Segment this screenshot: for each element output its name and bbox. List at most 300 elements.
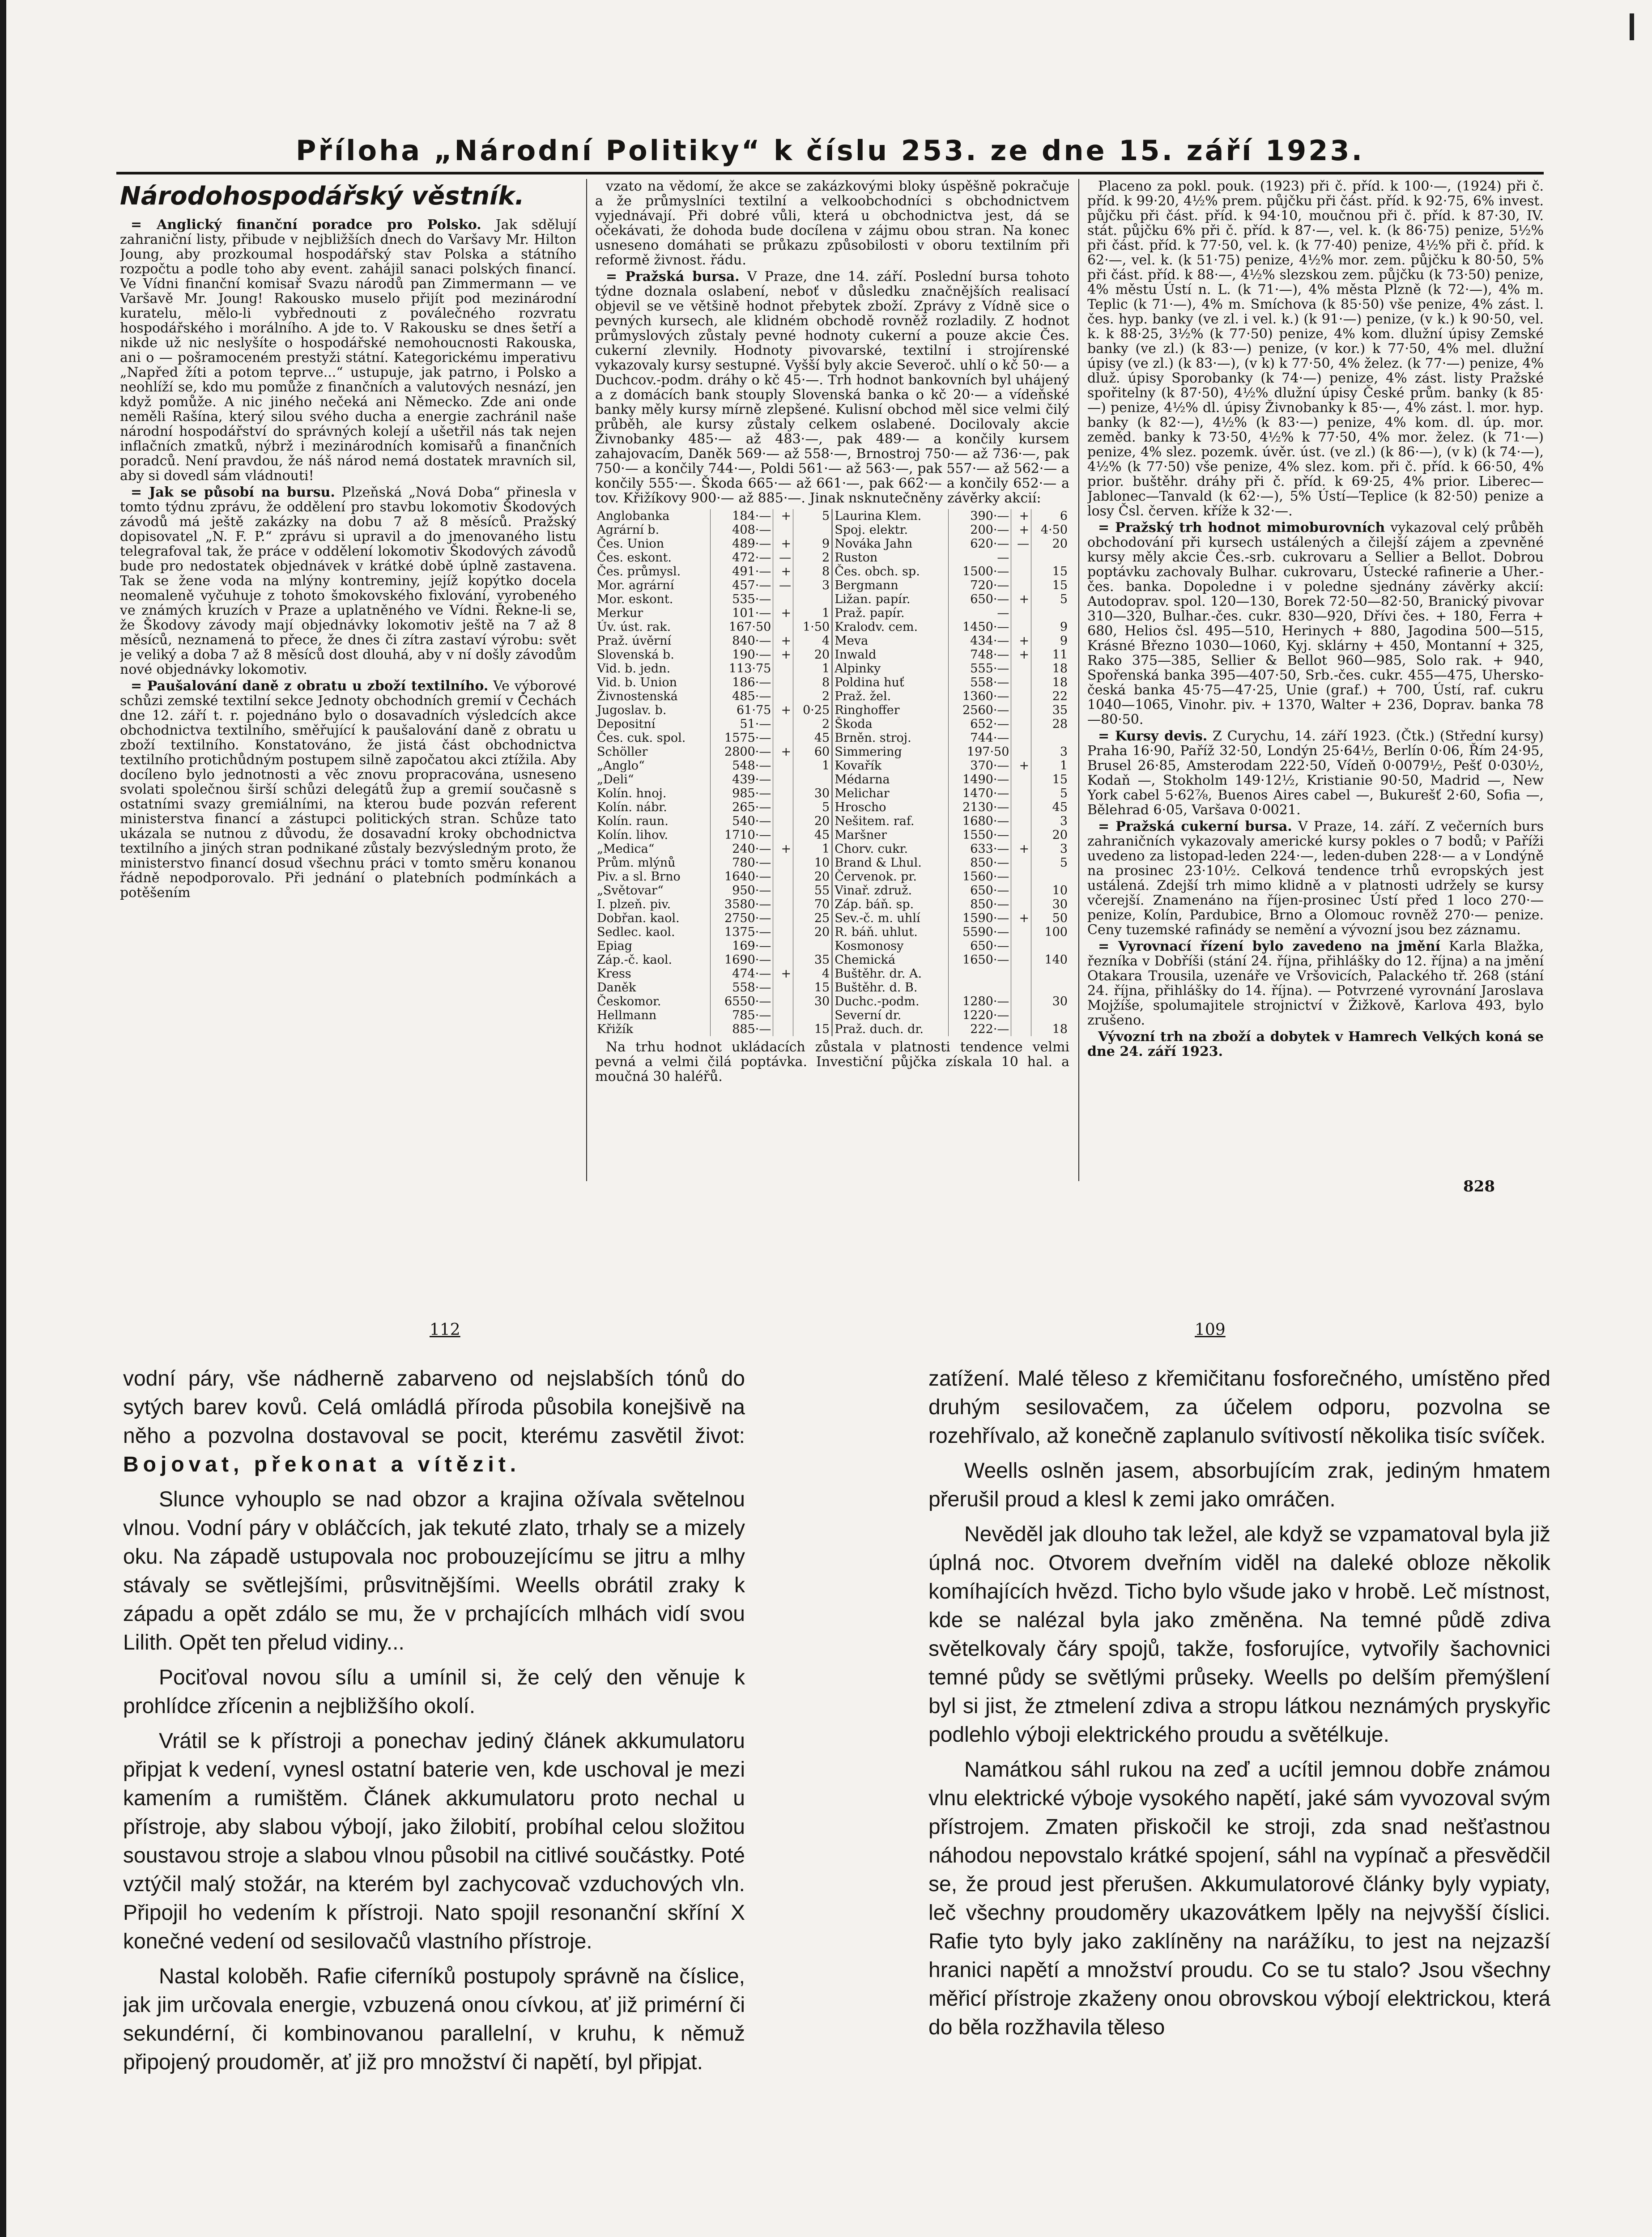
table-row [595, 773, 1069, 787]
table-cell: 985·— [710, 787, 773, 800]
table-cell: 15 [1031, 565, 1069, 578]
table-cell: 535·— [710, 592, 773, 606]
table-cell [773, 939, 793, 953]
table-cell: 780·— [710, 856, 773, 870]
table-cell: 25 [793, 911, 832, 925]
table-cell [773, 717, 793, 731]
table-cell: Prům. mlýnů [597, 856, 676, 870]
table-cell: Schöller [597, 745, 648, 759]
table-cell [1011, 787, 1031, 800]
article-heading: = Pražský trh hodnot mimoburovních [1098, 520, 1385, 536]
column-markets [1087, 179, 1544, 1190]
table-cell [1031, 870, 1069, 884]
book-paragraph: Nastal koloběh. Rafie ciferníků postupoly správně na číslice, jak jim určovala energie, vzbuzená onou cívkou, ať již primérní či sekundérní, či kombinovanou parallelní, v kruhu, k němuž připojený proudoměr, ať již pro množství či napětí, byl připjat. [123, 1965, 745, 2074]
table-cell: 1590·— [948, 911, 1011, 925]
table-cell [1011, 870, 1031, 884]
table-cell [773, 787, 793, 800]
table-cell: 60 [793, 745, 832, 759]
table-cell: 22 [1031, 689, 1069, 703]
table-cell: 15 [1031, 773, 1069, 787]
table-cell: 1 [793, 759, 832, 773]
table-cell: + [773, 565, 793, 578]
table-cell: 1·50 [793, 620, 832, 634]
table-cell: 50 [1031, 911, 1069, 925]
table-cell: 4 [793, 634, 832, 648]
table-cell: — [948, 606, 1011, 620]
table-row [595, 925, 1069, 939]
table-cell: 4·50 [1031, 523, 1069, 537]
table-cell: Sev.-č. m. uhlí [832, 911, 948, 925]
supplement-page-number: 828 [1463, 1178, 1495, 1195]
table-cell: 1 [1031, 759, 1069, 773]
table-cell [773, 523, 793, 537]
article-heading: = Vyrovnací řízení bylo zavedeno na jmění [1098, 939, 1441, 954]
article-heading: = Anglický finanční poradce pro Polsko. [131, 217, 481, 233]
table-cell [793, 523, 832, 537]
table-cell [773, 925, 793, 939]
table-row [595, 828, 1069, 842]
table-cell: + [1011, 523, 1031, 537]
table-cell: Jugoslav. b. [597, 703, 667, 717]
table-cell [773, 870, 793, 884]
table-cell: 439·— [710, 773, 773, 787]
table-cell: Českomor. [597, 995, 661, 1008]
table-cell: — [773, 578, 793, 592]
table-cell: Simmering [832, 745, 948, 759]
article-text: Karla Blažka, řezníka v Dobříši (stání 24. října, přihlášky do 12. října) a na jmění Otakara Trousila, uzenáře ve Vršovicích, Palackého tř. 268 (stání 24. října, přihlášky do 14. října). — Potvrzené vyrovnání Jaroslava Mojžíše, spolumajitele strojnictví v Žižkově, Karlova 493, bylo zrušeno. [1087, 939, 1544, 1028]
table-cell: 35 [1031, 703, 1069, 717]
table-cell [793, 592, 832, 606]
table-cell: Mor. agrární [597, 578, 674, 592]
section-title: Národohospodářský věstník. [120, 182, 524, 211]
table-cell: 186·— [710, 676, 773, 689]
table-cell: Alpinky [832, 662, 948, 676]
table-cell: 5 [793, 800, 832, 814]
table-cell: 840·— [710, 634, 773, 648]
table-cell: 222·— [948, 1022, 1011, 1036]
table-cell: Chorv. cukr. [832, 842, 948, 856]
table-cell: Čes. Union [597, 537, 664, 551]
table-cell [773, 981, 793, 995]
table-cell: 265·— [710, 800, 773, 814]
article-text: V Praze, dne 14. září. Poslední bursa tohoto týdne doznala oslabení, neboť v důsledku značnějších realisací objevil se ve většině hodnot přebytek zboží. Zprávy z Vídně sice o pevných kursech, ale klidném obchodě rovněž rozladily. Z hodnot průmyslových zůstaly pevné hodnoty cukerní a pouze akcie Čes. cukerní zlevnily. Hodnoty pivovarské, textilní i strojírenské vykazovaly kursy sestupné. Vyšší byly akcie Severoč. uhlí o kč 50·— a Duchcov.-podm. dráhy o kč 45·—. Trh hodnot bankovních byl uhájený a z domácích bank stouply Slovenská banka o kč 20·— a vídeňské banky měly kursy mírně zlepšené. Kulisní obchod měl sice velmi čilý průběh, ale kursy zůstaly celkem oslabené. Docilovaly akcie Živnobanky 485·— až 483·—, pak 489·— a končily kursem zahajovacím, Daněk 569·— až 558·—, Brnostroj 750·— až 736·—, pak 750·— a končily 744·—, Poldi 561·— až 563·—, pak 557·— až 562·— a končily 555·—. Škoda 665·— až 661·—, pak 662·— a končily 652·— a tov. Křižíkovy 900·— až 885·—. Jinak nsknutečněny závěrky akcií: [595, 269, 1069, 506]
table-cell: Praž. úvěrní [597, 634, 672, 648]
table-row [595, 800, 1069, 814]
book-paragraph: Pociťoval novou sílu a umínil si, že celý den věnuje k prohlídce zřícenin a nejbližšího okolí. [123, 1666, 745, 1718]
table-cell: 1360·— [948, 689, 1011, 703]
table-row [595, 995, 1069, 1008]
table-cell: 1375·— [710, 925, 773, 939]
table-cell: Čes. cuk. spol. [597, 731, 686, 745]
table-cell [1011, 731, 1031, 745]
table-cell: 540·— [710, 814, 773, 828]
table-cell: Duchc.-podm. [832, 995, 948, 1008]
table-cell: + [1011, 634, 1031, 648]
table-cell: 9 [1031, 634, 1069, 648]
table-cell [1011, 995, 1031, 1008]
table-cell: Hroscho [832, 800, 948, 814]
table-cell: Meva [832, 634, 948, 648]
table-cell: 744·— [948, 731, 1011, 745]
book-paragraph: Vrátil se k přístroji a ponechav jediný článek akkumulatoru připjat k vedení, vynesl ostatní baterie ven, kde uschoval je mezi kamením a rumištěm. Článek akkumulatoru proto nechal u přístroje, aby slabou výbojí, jako žilobití, probíhal celou složitou soustavou stroje a slabou vlnou působil na citlivé součástky. Poté vztýčil malý stožár, na kterém byl zachycovač vzduchových vln. Připojil ho vedením k přístroji. Nato spojil resonanční skříní X konečné vedení od sesilovačů vlastního přístroje. [123, 1729, 745, 1953]
article-heading: = Pražská cukerní bursa. [1098, 819, 1292, 834]
table-cell: 1 [793, 842, 832, 856]
table-cell: Agrární b. [597, 523, 660, 537]
table-cell: + [773, 842, 793, 856]
table-cell: 0·25 [793, 703, 832, 717]
table-cell: Kolín. raun. [597, 814, 668, 828]
table-cell: 35 [793, 953, 832, 967]
table-cell: 1280·— [948, 995, 1011, 1008]
table-cell: 850·— [948, 897, 1011, 911]
table-cell: Čes. obch. sp. [832, 565, 948, 578]
table-cell: 11 [1031, 648, 1069, 662]
article-text: Na trhu hodnot ukládacích zůstala v platnosti tendence velmi pevná a velmi čilá poptávka. Investiční půjčka získala 10 hal. a moučná 30 haléřů. [595, 1039, 1069, 1084]
table-cell [773, 856, 793, 870]
book-page-right [928, 1365, 1550, 2237]
table-cell: + [773, 509, 793, 523]
table-cell: 390·— [948, 509, 1011, 523]
table-cell: 20 [793, 925, 832, 939]
article-heading: = Kursy devis. [1098, 728, 1208, 744]
book-paragraph: vodní páry, vše nádherně zabarveno od nejslabších tónů do sytých barev kovů. Celá omládlá příroda působila konejšivě na něho a pozvolna dostavoval se pocit, kterému zasvětil život: [123, 1367, 745, 1448]
table-row [595, 620, 1069, 634]
table-cell: Škoda [832, 717, 948, 731]
table-cell: Sedlec. kaol. [597, 925, 675, 939]
book-paragraph: Weells oslněn jasem, absorbujícím zrak, jediným hmatem přerušil proud a klesl k zemi jako omráčen. [928, 1459, 1550, 1511]
table-cell: 30 [1031, 897, 1069, 911]
article-heading: = Jak se působí na bursu. [131, 485, 335, 500]
table-cell [1011, 620, 1031, 634]
table-cell: 650·— [948, 939, 1011, 953]
table-cell [773, 689, 793, 703]
table-cell: 3 [1031, 842, 1069, 856]
table-cell: 850·— [948, 856, 1011, 870]
table-cell: 3 [793, 578, 832, 592]
table-cell [1031, 939, 1069, 953]
table-cell: Brand & Lhul. [832, 856, 948, 870]
table-cell: Praž. žel. [832, 689, 948, 703]
table-cell: 2750·— [710, 911, 773, 925]
table-cell: 10 [793, 856, 832, 870]
table-cell: + [773, 537, 793, 551]
table-cell [793, 1008, 832, 1022]
table-cell: 8 [793, 565, 832, 578]
table-cell: Čes. průmysl. [597, 565, 681, 578]
article-heading: = Paušalování daně z obratu u zboží textilního. [131, 678, 489, 694]
article-text: Plzeňská „Nová Doba“ přinesla v tomto týdnu zprávu, že oddělení pro stavbu lokomotiv Škodových závodů má ještě zakázky na dobu 7 až 8 měsíců. Pražský dopisovatel „N. F. P.“ zprávu si upravil a do jmenovaného listu telegrafoval tak, že práce v oddělení lokomotiv Škodových závodů bude pro nedostatek objednávek v krátké době úplně zastavena. Tak se žene voda na mlýny kontreminy, jejíž kopýtko docela neomaleně vyčuhuje z tohoto šmokovského fixlování, vyrobeného ve známých kruzích v Praze a uplatněného ve Vídni. Řekne-li se, že Škodovy závody mají objednávky lokomotiv ještě na 7 až 8 měsíců, neznamená to přece, že dnes či zítra zastaví výrobu: svět je veliký a doba 7 až 8 měsíců dost dlouhá, aby v ní došly závodům nové objednávky lokomotiv. [120, 485, 576, 677]
table-cell: Červenok. pr. [832, 870, 948, 884]
table-cell: „Deli“ [597, 773, 634, 787]
table-cell [773, 911, 793, 925]
scan-mark [1630, 13, 1634, 40]
table-cell: 1220·— [948, 1008, 1011, 1022]
table-cell [1031, 1008, 1069, 1022]
table-cell: 4 [793, 967, 832, 981]
table-cell: 1450·— [948, 620, 1011, 634]
table-row [595, 759, 1069, 773]
table-cell: Médarna [832, 773, 948, 787]
table-cell [773, 953, 793, 967]
table-cell: + [773, 634, 793, 648]
table-cell [773, 897, 793, 911]
article-text: Jak sdělují zahraniční listy, přibude v nejbližších dnech do Varšavy Mr. Hilton Joung, aby prozkoumal hospodářský stav Polska a státního rozpočtu a podle toho aby event. zahájil sanaci polských financí. Ve Vídni finanční komisař Svazu národů pan Zimmermann — ve Varšavě Mr. Joung! Rakousko muselo přijít pod mezinárodní kuratelu, mělo-li vybřednouti z poválečného rozvratu hospodářského i morálního. A jde to. V Rakousku se dnes šetří a nikde už nic neslyšíte o hospodářské nemohoucnosti Rakouska, ani o — pošramoceném prestyži státní. Kategorickému imperativu „Napřed žíti a potom teprve...“ ustupuje, jak patrno, i Polsko a neohlíží se, kdo mu pomůže z finančních a valutových nesnází, jen když pomůže. A nic jiného nečeká ani Německo. Zde ani onde neměli Rašína, který silou svého ducha a energie zachránil naše národní hospodářství do správných kolejí a ušetřil nás tak nejen inflačních zmatků, nýbrž i mezinárodních komisařů a finančních poradců. Není pravdou, že náš národ nemá dostatek mravních sil, aby si dovedl sám vládnouti! [120, 217, 576, 484]
table-cell: — [948, 551, 1011, 565]
table-row [595, 745, 1069, 759]
table-cell [1011, 773, 1031, 787]
table-cell: 113·75 [710, 662, 773, 676]
book-emphasis: Bojovat, překonat a vítězit. [123, 1453, 521, 1476]
table-cell: Bergmann [832, 578, 948, 592]
table-cell: 240·— [710, 842, 773, 856]
table-cell: Nešitem. raf. [832, 814, 948, 828]
table-cell: Živnostenská [597, 689, 678, 703]
table-cell: Ližan. papír. [832, 592, 948, 606]
table-cell [773, 731, 793, 745]
table-cell: 457·— [710, 578, 773, 592]
table-row [595, 884, 1069, 897]
table-cell: 101·— [710, 606, 773, 620]
table-cell: „Světovar“ [597, 884, 664, 897]
table-cell: Křižík [597, 1022, 633, 1036]
table-cell: 489·— [710, 537, 773, 551]
table-cell: 652·— [948, 717, 1011, 731]
table-cell [1011, 676, 1031, 689]
table-cell: 9 [793, 537, 832, 551]
table-cell [773, 884, 793, 897]
table-row [595, 967, 1069, 981]
table-cell: 6550·— [710, 995, 773, 1008]
table-row [595, 689, 1069, 703]
table-row [595, 953, 1069, 967]
table-cell: 434·— [948, 634, 1011, 648]
article-text: Z Curychu, 14. září 1923. (Čtk.) (Střední kursy) Praha 16·90, Paříž 32·50, Londýn 25·64½, Berlín 0·06, Řím 24·95, Brusel 26·85, Amsterodam 222·50, Vídeň 0·0079½, Pešť 0·030½, Kodaň —, Stokholm 149·12½, Kristianie 90·50, Madrid —, New York cabel 5·62⅞, Buenos Aires cabel —, Bukurešť 2·60, Sofia —, Bělehrad 6·05, Varšava 0·0021. [1087, 728, 1544, 818]
table-row [595, 717, 1069, 731]
table-cell: 558·— [710, 981, 773, 995]
book-page-left [123, 1365, 745, 2237]
table-cell: + [773, 606, 793, 620]
table-cell: „Medica“ [597, 842, 655, 856]
book-page-number-right: 109 [1195, 1321, 1226, 1339]
table-cell: Poldina huť [832, 676, 948, 689]
table-cell: Čes. eskont. [597, 551, 672, 565]
table-cell [1031, 731, 1069, 745]
table-cell: 485·— [710, 689, 773, 703]
table-row [595, 662, 1069, 676]
table-cell: + [1011, 648, 1031, 662]
table-row [595, 703, 1069, 717]
table-cell: Záp. báň. sp. [832, 897, 948, 911]
table-cell: Úv. úst. rak. [597, 620, 671, 634]
table-cell: 2 [793, 717, 832, 731]
table-cell: Kovařík [832, 759, 948, 773]
table-row [595, 981, 1069, 995]
table-cell: 1575·— [710, 731, 773, 745]
table-row [595, 1008, 1069, 1022]
table-cell: 720·— [948, 578, 1011, 592]
table-cell: Buštěhr. dr. A. [832, 967, 948, 981]
table-row [595, 814, 1069, 828]
book-page-number-left: 112 [430, 1321, 460, 1339]
table-cell: Ringhoffer [832, 703, 948, 717]
table-cell [1031, 981, 1069, 995]
table-cell: 18 [1031, 676, 1069, 689]
table-cell [793, 773, 832, 787]
table-row [595, 648, 1069, 662]
scan-edge [0, 0, 6, 2237]
table-cell [1011, 953, 1031, 967]
table-cell: Anglobanka [597, 509, 670, 523]
table-cell: + [773, 745, 793, 759]
table-cell: 491·— [710, 565, 773, 578]
table-cell: Kolín. lihov. [597, 828, 668, 842]
table-row [595, 870, 1069, 884]
table-cell: + [1011, 509, 1031, 523]
table-cell: 197·50 [948, 745, 1011, 759]
table-cell [773, 828, 793, 842]
table-cell [1011, 662, 1031, 676]
table-cell: 20 [793, 814, 832, 828]
table-cell: 30 [793, 787, 832, 800]
book-paragraph: Namátkou sáhl rukou na zeď a ucítil jemnou dobře známou vlnu elektrické výboje vysokého napětí, jaké sám vyvozoval svým přístrojem. Zmaten přiskočil ke stroji, zda snad nešťastnou náhodou nepovstalo krátké spojení, sáhl na vypínač a přesvědčil se, že proud jest přerušen. Akkumulatorové články byly vypiaty, leč všechny proudoměry ukazovátkem lpěly na nejvyšší číslici. Rafie tyto byly jako zaklíněny na narážíku, to jest na nejzazší hranici napětí a množství proudu. Co se tu stalo? Jsou všechny měřicí přístroje zkaženy onou obrovskou výbojí elektrickou, která do běla rozžhavila těleso [928, 1758, 1550, 2039]
table-cell: + [1011, 911, 1031, 925]
table-cell: 1500·— [948, 565, 1011, 578]
table-row [595, 939, 1069, 953]
table-cell: 1 [793, 662, 832, 676]
table-cell: 620·— [948, 537, 1011, 551]
table-cell: Melichar [832, 787, 948, 800]
table-cell: 61·75 [710, 703, 773, 717]
table-cell [1011, 828, 1031, 842]
table-cell [1011, 1008, 1031, 1022]
table-cell: Spoj. elektr. [832, 523, 948, 537]
table-cell [773, 995, 793, 1008]
table-cell: 2800·— [710, 745, 773, 759]
table-cell: 1550·— [948, 828, 1011, 842]
table-cell [1011, 578, 1031, 592]
table-cell: 18 [1031, 1022, 1069, 1036]
table-cell: 20 [793, 648, 832, 662]
table-cell: Dobřan. kaol. [597, 911, 680, 925]
column-divider [586, 179, 587, 1181]
table-row [595, 551, 1069, 565]
table-cell: 184·— [710, 509, 773, 523]
table-cell [1031, 606, 1069, 620]
table-cell: 28 [1031, 717, 1069, 731]
table-cell: Hellmann [597, 1008, 657, 1022]
table-cell: Chemická [832, 953, 948, 967]
table-row [595, 731, 1069, 745]
table-cell: „Anglo“ [597, 759, 645, 773]
table-row [595, 565, 1069, 578]
column-economic-bulletin [120, 179, 576, 1190]
article-text: Placeno za pokl. pouk. (1923) při č. příd. k 100·—, (1924) při č. příd. k 99·20, 4½% prem. půjčku při část. příd. k 92·75, 6% invest. půjčku při část. příd. k 94·10, moučnou při č. příd. k 87·30, IV. stát. půjčku 6% při č. příd. k 87·—, vel. k. (k 86·75) penize, 5½% při část. příd. k 77·50, vel. k. (k 77·40) penize, 4½% při č. příd. k 62·—, vel. k. (k 51·75) penize, 4½% mor. zem. půjčku k 80·50, 5% při část. příd. k 88·—, 4½% slezskou zem. půjčku (k 73·50) penize, 4% městu Ústí n. L. (k 71·—), 4% města Plzně (k 72·—), 4% m. Teplic (k 71·—), 4% m. Smíchova (k 85·50) vše penize, 4% zást. l. čes. hyp. banky (ve zl. i vel. k.) (k 91·—) penize, (v k.) k 90·50, vel. k. k 88·25, 3½% (k 77·50) penize, 4% kom. dlužní úpisy Zemské banky (ve zl.) (k 83·—) penize, (v kor.) k 77·50, 4% mel. dlužní úpisy (ve zl.) (k 83·—), (v k) k 77·50, 4% želez. (k 77·—) penize, 4% dluž. úpisy Sporobanky (k 74·—) penize, 4% zást. listy Pražské spořitelny (k 87·50), 4½% dlužní úpisy České prům. banky (k 85·—) penize, 4½% dl. úpisy Živnobanky k 85·—, 4% zást. l. mor. hyp. banky (k 82·—), 4½% (k 83·—) penize, 4% kom. dl. úp. mor. zeměd. banky k 73·50, 4½% k 77·50, 4% mor. želez. (k 71·—) penize, 4% slez. pozemk. úvěr. úst. (ve zl.) (k 86·—), (v k) (k 74·—), 4½% (k 77·50) vše penize, 4% slez. kom. při č. příd. k 66·50, 4% prior. buštěhr. dráhy při č. příd. k 69·25, 4% prior. Liberec—Jablonec—Tanvald (k 62·—), 5% Ústí—Teplice (k 82·50) penize a losy Čsl. červen. kříže k 32·—. [1087, 179, 1544, 519]
article-text: Ve výborové schůzi zemské textilní sekce Jednoty obchodních gremií v Čechách dne 12. září t. r. pojednáno bylo o dosavadních výsledcích akce obchodnictva textilního, směřující k paušalování daně z obratu u zboží textilního. Konstatováno, že jistá část obchodnictva textilního protichůdným postupem silně započatou akci ztížila. Aby docíleno bylo jednotnosti a věc znovu propracována, usneseno svolati společnou širší schůzi delegátů žup a gremií současně s ostatními svazy gremiálními, na kterou bude pozván referent ministerstva financí a zástupci politických stran. Schůze tato ukázala se nutnou z důvodu, že dosavadní kroky obchodnictva textilního a jiných stran podnikané zůstaly bezvýsledným proto, že ministerstvo financí dosud všechnu práci v tomto směru konanou řádně nepodporovalo. Při jednání o platebních podmínkách a potěšením [120, 678, 576, 901]
supplement-title: Příloha „Národní Politiky“ k číslu 253. ze dne 15. září 1923. [295, 134, 1365, 167]
table-cell: 548·— [710, 759, 773, 773]
column-bourse [595, 179, 1069, 1190]
table-cell: 6 [1031, 509, 1069, 523]
table-cell: Vid. b. jedn. [597, 662, 671, 676]
table-cell: 885·— [710, 1022, 773, 1036]
table-row [595, 676, 1069, 689]
table-cell: 190·— [710, 648, 773, 662]
table-cell: 472·— [710, 551, 773, 565]
table-cell: 3580·— [710, 897, 773, 911]
table-cell: Ruston [832, 551, 948, 565]
table-cell: 20 [1031, 537, 1069, 551]
table-cell [1011, 925, 1031, 939]
table-cell: 1470·— [948, 787, 1011, 800]
table-cell: 2 [793, 551, 832, 565]
table-cell: Maršner [832, 828, 948, 842]
table-cell: + [773, 648, 793, 662]
table-cell [773, 662, 793, 676]
table-cell: Praž. duch. dr. [832, 1022, 948, 1036]
table-cell: Depositní [597, 717, 656, 731]
table-cell [1011, 981, 1031, 995]
article-text: vykazoval celý průběh obchodování při kursech ustálených a čilejší zájem a zpevněné kursy měly akcie Čes.-srb. cukrovaru a Sellier a Bellot. Dobrou poptávku zachovaly Bulhar. cukrovaru, Ústecké rafinerie a Uher.-čes. banka. Dopoledne i v poledne sjednány závěrky akcií: Autodoprav. spol. 120—130, Borek 72·50—82·50, Branický pivovar 310—320, Bulhar.-čes. cukr. 830—920, Dřívi čes. + 180, Ferra + 680, Helios čsl. 495—510, Herinych + 880, Jagodina 500—515, Krásné Březno 1030—1060, Kyj. sklárny + 450, Montanní + 325, Rako 375—385, Sellier & Bellot 960—985, Solo rak. + 940, Spořenská banka 395—407·50, Srb.-čes. cukr. 455—475, Uhersko-česká banka 45·75—47·25, Unie (graf.) + 700, Ústí, raf. cukru 1040—1065, Vinohr. piv. + 1370, Walter + 236, Doprav. banka 78—80·50. [1087, 520, 1544, 727]
table-cell [773, 620, 793, 634]
table-cell: 9 [1031, 620, 1069, 634]
table-cell: Záp.-č. kaol. [597, 953, 673, 967]
table-cell [1011, 745, 1031, 759]
table-cell: 950·— [710, 884, 773, 897]
table-cell: 633·— [948, 842, 1011, 856]
table-cell: Merkur [597, 606, 643, 620]
table-cell: 1680·— [948, 814, 1011, 828]
table-cell: 1690·— [710, 953, 773, 967]
table-cell: Kralodv. cem. [832, 620, 948, 634]
table-cell: 1 [793, 606, 832, 620]
table-cell: 1650·— [948, 953, 1011, 967]
table-cell [1011, 565, 1031, 578]
table-cell: Laurina Klem. [832, 509, 948, 523]
table-cell: 100 [1031, 925, 1069, 939]
table-cell: + [1011, 842, 1031, 856]
table-cell: 558·— [948, 676, 1011, 689]
table-cell: + [1011, 759, 1031, 773]
table-cell: Inwald [832, 648, 948, 662]
table-cell [773, 1008, 793, 1022]
bourse-table [595, 509, 1069, 1036]
header-rule [116, 172, 1544, 174]
table-cell: Nováka Jahn [832, 537, 948, 551]
table-cell: 30 [1031, 995, 1069, 1008]
table-cell [1011, 967, 1031, 981]
table-cell [1011, 897, 1031, 911]
table-row [595, 509, 1069, 523]
table-cell: 30 [793, 995, 832, 1008]
table-cell [1011, 884, 1031, 897]
table-cell: 20 [1031, 828, 1069, 842]
article-text: V Praze, 14. září. Z večerních burs zahraničních vykazovaly americké kursy pokles o 7 bodů; v Paříži uvedeno za listopad-leden 224·—, leden-duben 228·— a v Londýně na prosinec 23·10½. Celková tendence trhů evropských jest ustálená. Zdejší trh mimo klidně a v platnosti udržely se kursy včerejší. Znamenáno na říjen-prosinec Ústí před 1 loco 270·— penize, Kolín, Pardubice, Brno a Olomouc rovněž 270·— penize. Ceny tuzemské rafinády se nemění a vývozní jsou bez záznamu. [1087, 819, 1544, 938]
table-cell: 15 [793, 1022, 832, 1036]
table-cell: Buštěhr. d. B. [832, 981, 948, 995]
table-cell [773, 814, 793, 828]
table-cell [773, 592, 793, 606]
table-cell: 785·— [710, 1008, 773, 1022]
article-text: vzato na vědomí, že akce se zakázkovými bloky úspěšně pokračuje a že průmyslníci textilní a velkoobchodníci s obchodnictvem vyjednávají. Při dobré vůli, která u obchodnictva jest, dá se očekávati, že dohoda bude docílena v zájmu obou stran. Na konec usneseno domáhati se průkazu způsobilosti v oboru textilním při reformě živnost. řádu. [595, 179, 1069, 268]
table-cell: Vid. b. Union [597, 676, 677, 689]
table-cell: 8 [793, 676, 832, 689]
table-cell: 1560·— [948, 870, 1011, 884]
table-cell: 1640·— [710, 870, 773, 884]
table-cell: 474·— [710, 967, 773, 981]
table-cell: 70 [793, 897, 832, 911]
table-cell: 650·— [948, 884, 1011, 897]
table-cell: 55 [793, 884, 832, 897]
